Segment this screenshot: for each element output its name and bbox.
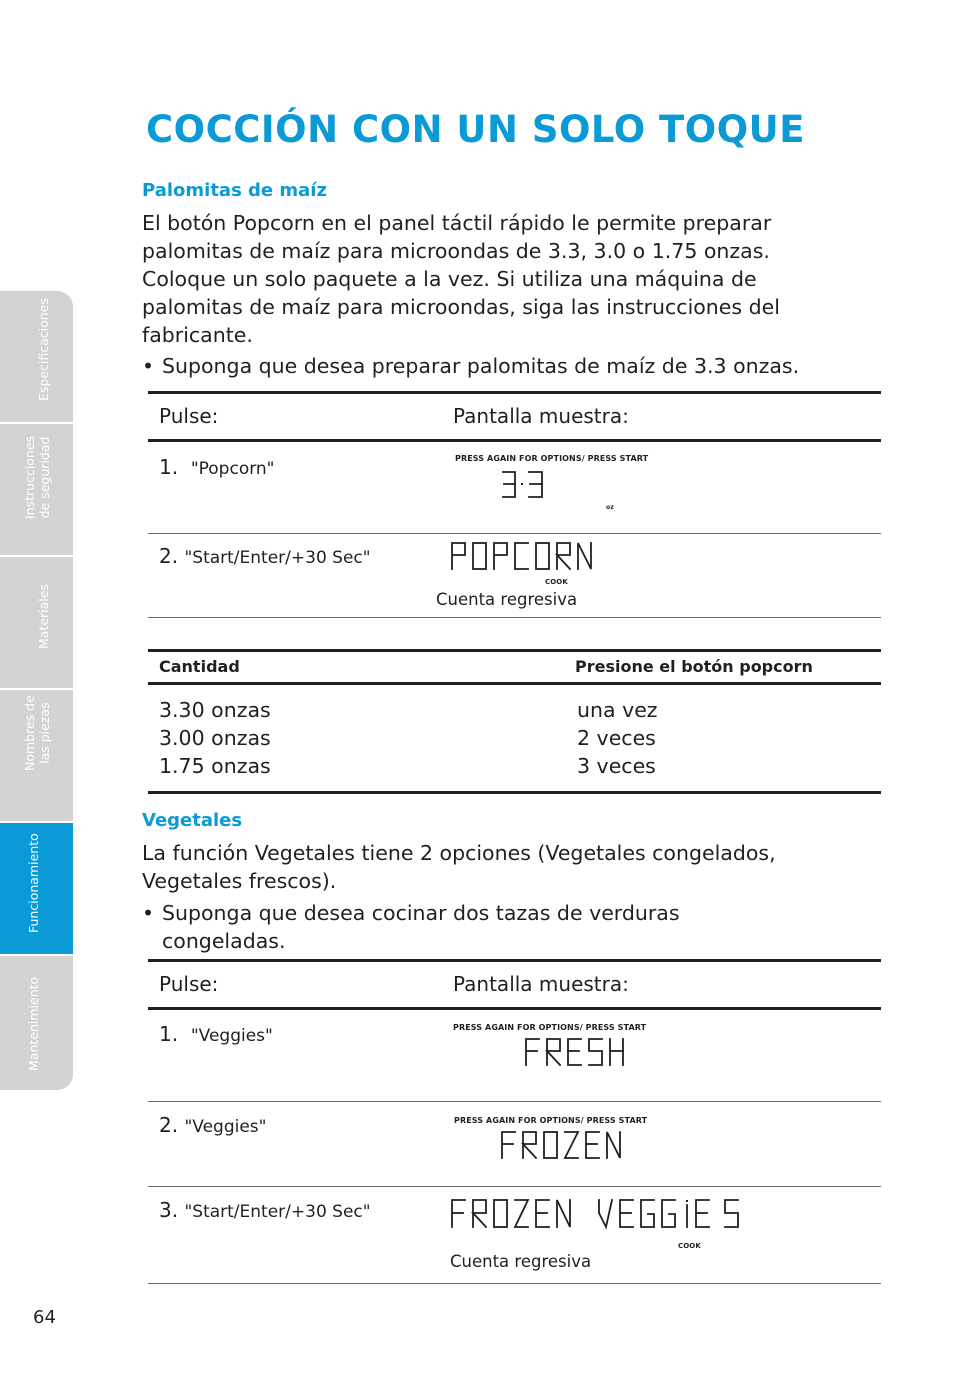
col-header-display: Pantalla muestra: bbox=[453, 404, 629, 428]
step-2-key bbox=[159, 1113, 266, 1137]
col-header-press: Pulse: bbox=[159, 972, 219, 996]
quantity-table-header-rule bbox=[148, 682, 881, 685]
table-header-rule bbox=[148, 1007, 881, 1010]
press-count-cell: 3 veces bbox=[577, 754, 656, 778]
step-number: 2. bbox=[159, 1113, 179, 1137]
tab-label: Materiales bbox=[36, 584, 51, 649]
bullet-dot: • bbox=[142, 354, 155, 378]
step-key-label: "Start/Enter/+30 Sec" bbox=[184, 1202, 371, 1222]
step-key-label: "Veggies" bbox=[184, 1117, 267, 1137]
col-header-press-popcorn: Presione el botón popcorn bbox=[575, 657, 813, 676]
tab-mantenimiento[interactable] bbox=[0, 956, 73, 1090]
bullet-dot: • bbox=[142, 901, 155, 925]
bullet-text: Suponga que desea preparar palomitas de maíz de 3.3 onzas. bbox=[162, 354, 800, 378]
table-row-rule bbox=[148, 533, 881, 534]
display-indicator: PRESS AGAIN FOR OPTIONS/ PRESS START bbox=[455, 454, 649, 463]
tab-label-line: de seguridad bbox=[37, 436, 52, 519]
display-indicator-cook: COOK bbox=[678, 1242, 701, 1250]
section-heading-veggies: Vegetales bbox=[142, 810, 243, 831]
table-bottom-rule bbox=[148, 1283, 881, 1284]
quantity-table-bottom-rule bbox=[148, 791, 881, 794]
veggies-paragraph bbox=[142, 839, 902, 895]
paragraph-line: fabricante. bbox=[142, 323, 253, 347]
unit-label: oz bbox=[606, 504, 614, 511]
table-top-rule bbox=[148, 959, 881, 962]
lcd-display bbox=[500, 470, 560, 500]
col-header-quantity: Cantidad bbox=[159, 657, 240, 676]
section-heading-popcorn: Palomitas de maíz bbox=[142, 180, 327, 201]
tab-label bbox=[22, 695, 52, 771]
display-caption: Cuenta regresiva bbox=[450, 1252, 592, 1271]
paragraph-line: palomitas de maíz para microondas, siga las instrucciones del bbox=[142, 295, 780, 319]
tab-label: Especificaciones bbox=[36, 298, 51, 401]
bullet-text bbox=[162, 899, 680, 955]
step-key-label: "Popcorn" bbox=[190, 459, 275, 479]
lcd-text-fresh bbox=[524, 1037, 630, 1069]
bullet-line: congeladas. bbox=[162, 929, 286, 953]
lcd-text-frozen bbox=[500, 1130, 628, 1162]
step-2-key bbox=[159, 544, 371, 568]
tab-label-line: Nombres de bbox=[22, 695, 37, 771]
step-3-key bbox=[159, 1198, 371, 1222]
lcd-display bbox=[450, 1197, 744, 1231]
tab-especificaciones[interactable] bbox=[0, 291, 73, 424]
table-row-rule bbox=[148, 1101, 881, 1102]
display-indicator-cook: COOK bbox=[545, 578, 568, 586]
lcd-display bbox=[524, 1037, 630, 1069]
lcd-display bbox=[500, 1130, 628, 1162]
display-caption: Cuenta regresiva bbox=[436, 590, 578, 609]
tab-materiales[interactable] bbox=[0, 557, 73, 690]
paragraph-line: La función Vegetales tiene 2 opciones (Vegetales congelados, bbox=[142, 841, 776, 865]
bullet-line: Suponga que desea cocinar dos tazas de verduras bbox=[162, 901, 680, 925]
press-count-cell: 2 veces bbox=[577, 726, 656, 750]
paragraph-line: palomitas de maíz para microondas de 3.3, 3.0 o 1.75 onzas. bbox=[142, 239, 770, 263]
page-number: 64 bbox=[33, 1307, 56, 1328]
press-count-column bbox=[577, 696, 658, 780]
table-bottom-rule bbox=[148, 617, 881, 618]
tab-label bbox=[22, 436, 52, 519]
table-header-rule bbox=[148, 439, 881, 442]
tab-label: Mantenimiento bbox=[26, 976, 41, 1071]
paragraph-line: Vegetales frescos). bbox=[142, 869, 337, 893]
quantity-cell: 1.75 onzas bbox=[159, 754, 271, 778]
lcd-text-33 bbox=[500, 470, 560, 500]
table-top-rule bbox=[148, 391, 881, 394]
step-1-key bbox=[159, 1022, 273, 1046]
popcorn-bullet bbox=[142, 352, 902, 380]
table-row-rule bbox=[148, 1186, 881, 1187]
step-number: 1. bbox=[159, 455, 179, 479]
step-number: 1. bbox=[159, 1022, 179, 1046]
quantity-cell: 3.30 onzas bbox=[159, 698, 271, 722]
tab-funcionamiento[interactable] bbox=[0, 823, 73, 956]
tab-nombres-de-las-piezas[interactable] bbox=[0, 690, 73, 823]
lcd-display bbox=[450, 541, 598, 573]
display-indicator: PRESS AGAIN FOR OPTIONS/ PRESS START bbox=[454, 1116, 648, 1125]
quantity-table-top-rule bbox=[148, 649, 881, 652]
tab-label: Funcionamiento bbox=[26, 833, 41, 933]
tab-label-line: Instrucciones bbox=[22, 435, 37, 519]
quantity-cell: 3.00 onzas bbox=[159, 726, 271, 750]
step-number: 3. bbox=[159, 1198, 179, 1222]
lcd-text-frozen-veggies bbox=[450, 1197, 744, 1231]
veggies-bullet bbox=[142, 899, 902, 955]
lcd-text-popcorn bbox=[450, 541, 598, 573]
paragraph-line: El botón Popcorn en el panel táctil rápido le permite preparar bbox=[142, 211, 772, 235]
col-header-press: Pulse: bbox=[159, 404, 219, 428]
tab-label-line: las piezas bbox=[37, 702, 52, 764]
popcorn-paragraph bbox=[142, 209, 902, 349]
quantity-column bbox=[159, 696, 271, 780]
col-header-display: Pantalla muestra: bbox=[453, 972, 629, 996]
step-number: 2. bbox=[159, 544, 179, 568]
page-title: COCCIÓN CON UN SOLO TOQUE bbox=[146, 108, 805, 151]
tab-instrucciones-de-seguridad[interactable] bbox=[0, 424, 73, 557]
step-key-label: "Veggies" bbox=[190, 1026, 273, 1046]
step-1-key bbox=[159, 455, 275, 479]
paragraph-line: Coloque un solo paquete a la vez. Si utiliza una máquina de bbox=[142, 267, 757, 291]
display-indicator: PRESS AGAIN FOR OPTIONS/ PRESS START bbox=[453, 1023, 647, 1032]
step-key-label: "Start/Enter/+30 Sec" bbox=[184, 548, 371, 568]
section-tabs bbox=[0, 291, 73, 1090]
press-count-cell: una vez bbox=[577, 698, 658, 722]
